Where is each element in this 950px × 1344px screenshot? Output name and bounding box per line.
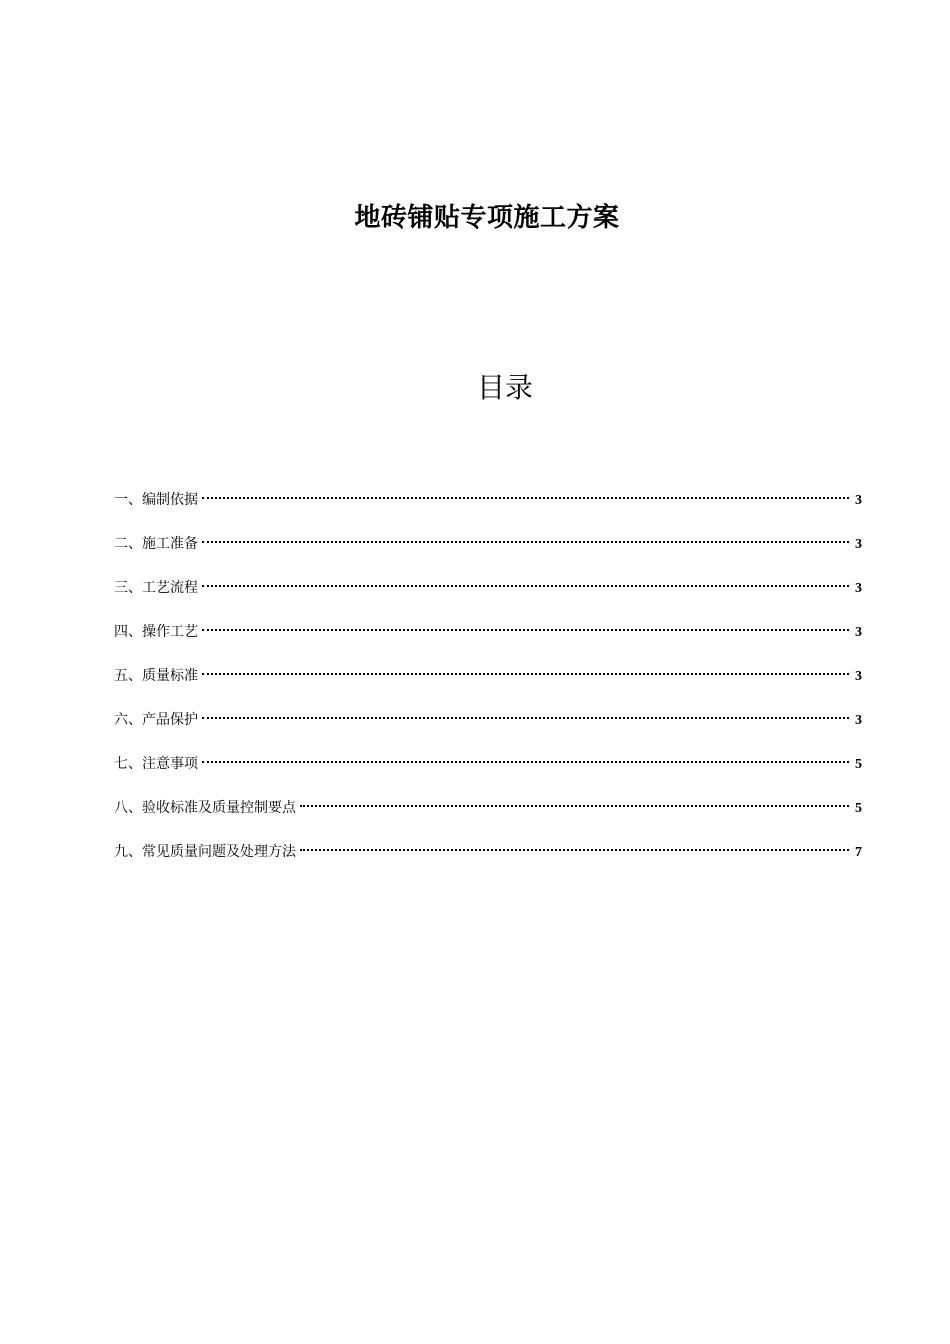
toc-entry[interactable] [114,795,862,839]
dot-leader [300,849,849,851]
toc-entry[interactable] [114,707,862,751]
toc-entry-label: 三、工艺流程 [114,580,198,596]
document-title: 地砖铺贴专项施工方案 [354,203,620,233]
toc-entry[interactable] [114,839,862,883]
dot-leader [202,629,849,631]
toc-entry[interactable] [114,663,862,707]
toc-entry-label: 四、操作工艺 [114,624,198,640]
toc-entry-label: 一、编制依据 [114,492,198,508]
dot-leader [202,761,849,763]
table-of-contents [114,487,862,883]
dot-leader [202,717,849,719]
toc-entry-page-number: 5 [855,801,862,816]
toc-entry-page-number: 3 [855,713,862,728]
toc-entry[interactable] [114,487,862,531]
toc-entry-label: 二、施工准备 [114,536,198,552]
toc-entry-label: 五、质量标准 [114,668,198,684]
toc-entry-page-number: 3 [855,537,862,552]
toc-entry-label: 八、验收标准及质量控制要点 [114,800,296,816]
toc-entry-label: 七、注意事项 [114,756,198,772]
dot-leader [202,541,849,543]
toc-entry[interactable] [114,575,862,619]
toc-entry[interactable] [114,751,862,795]
toc-entry-page-number: 3 [855,581,862,596]
dot-leader [202,585,849,587]
toc-entry-page-number: 7 [855,845,862,860]
toc-heading: 目录 [476,371,533,404]
toc-entry[interactable] [114,619,862,663]
toc-entry[interactable] [114,531,862,575]
toc-entry-page-number: 3 [855,625,862,640]
toc-entry-label: 九、常见质量问题及处理方法 [114,844,296,860]
toc-entry-label: 六、产品保护 [114,712,198,728]
toc-entry-page-number: 3 [855,493,862,508]
dot-leader [202,673,849,675]
toc-entry-page-number: 3 [855,669,862,684]
dot-leader [202,497,849,499]
dot-leader [300,805,849,807]
toc-entry-page-number: 5 [855,757,862,772]
